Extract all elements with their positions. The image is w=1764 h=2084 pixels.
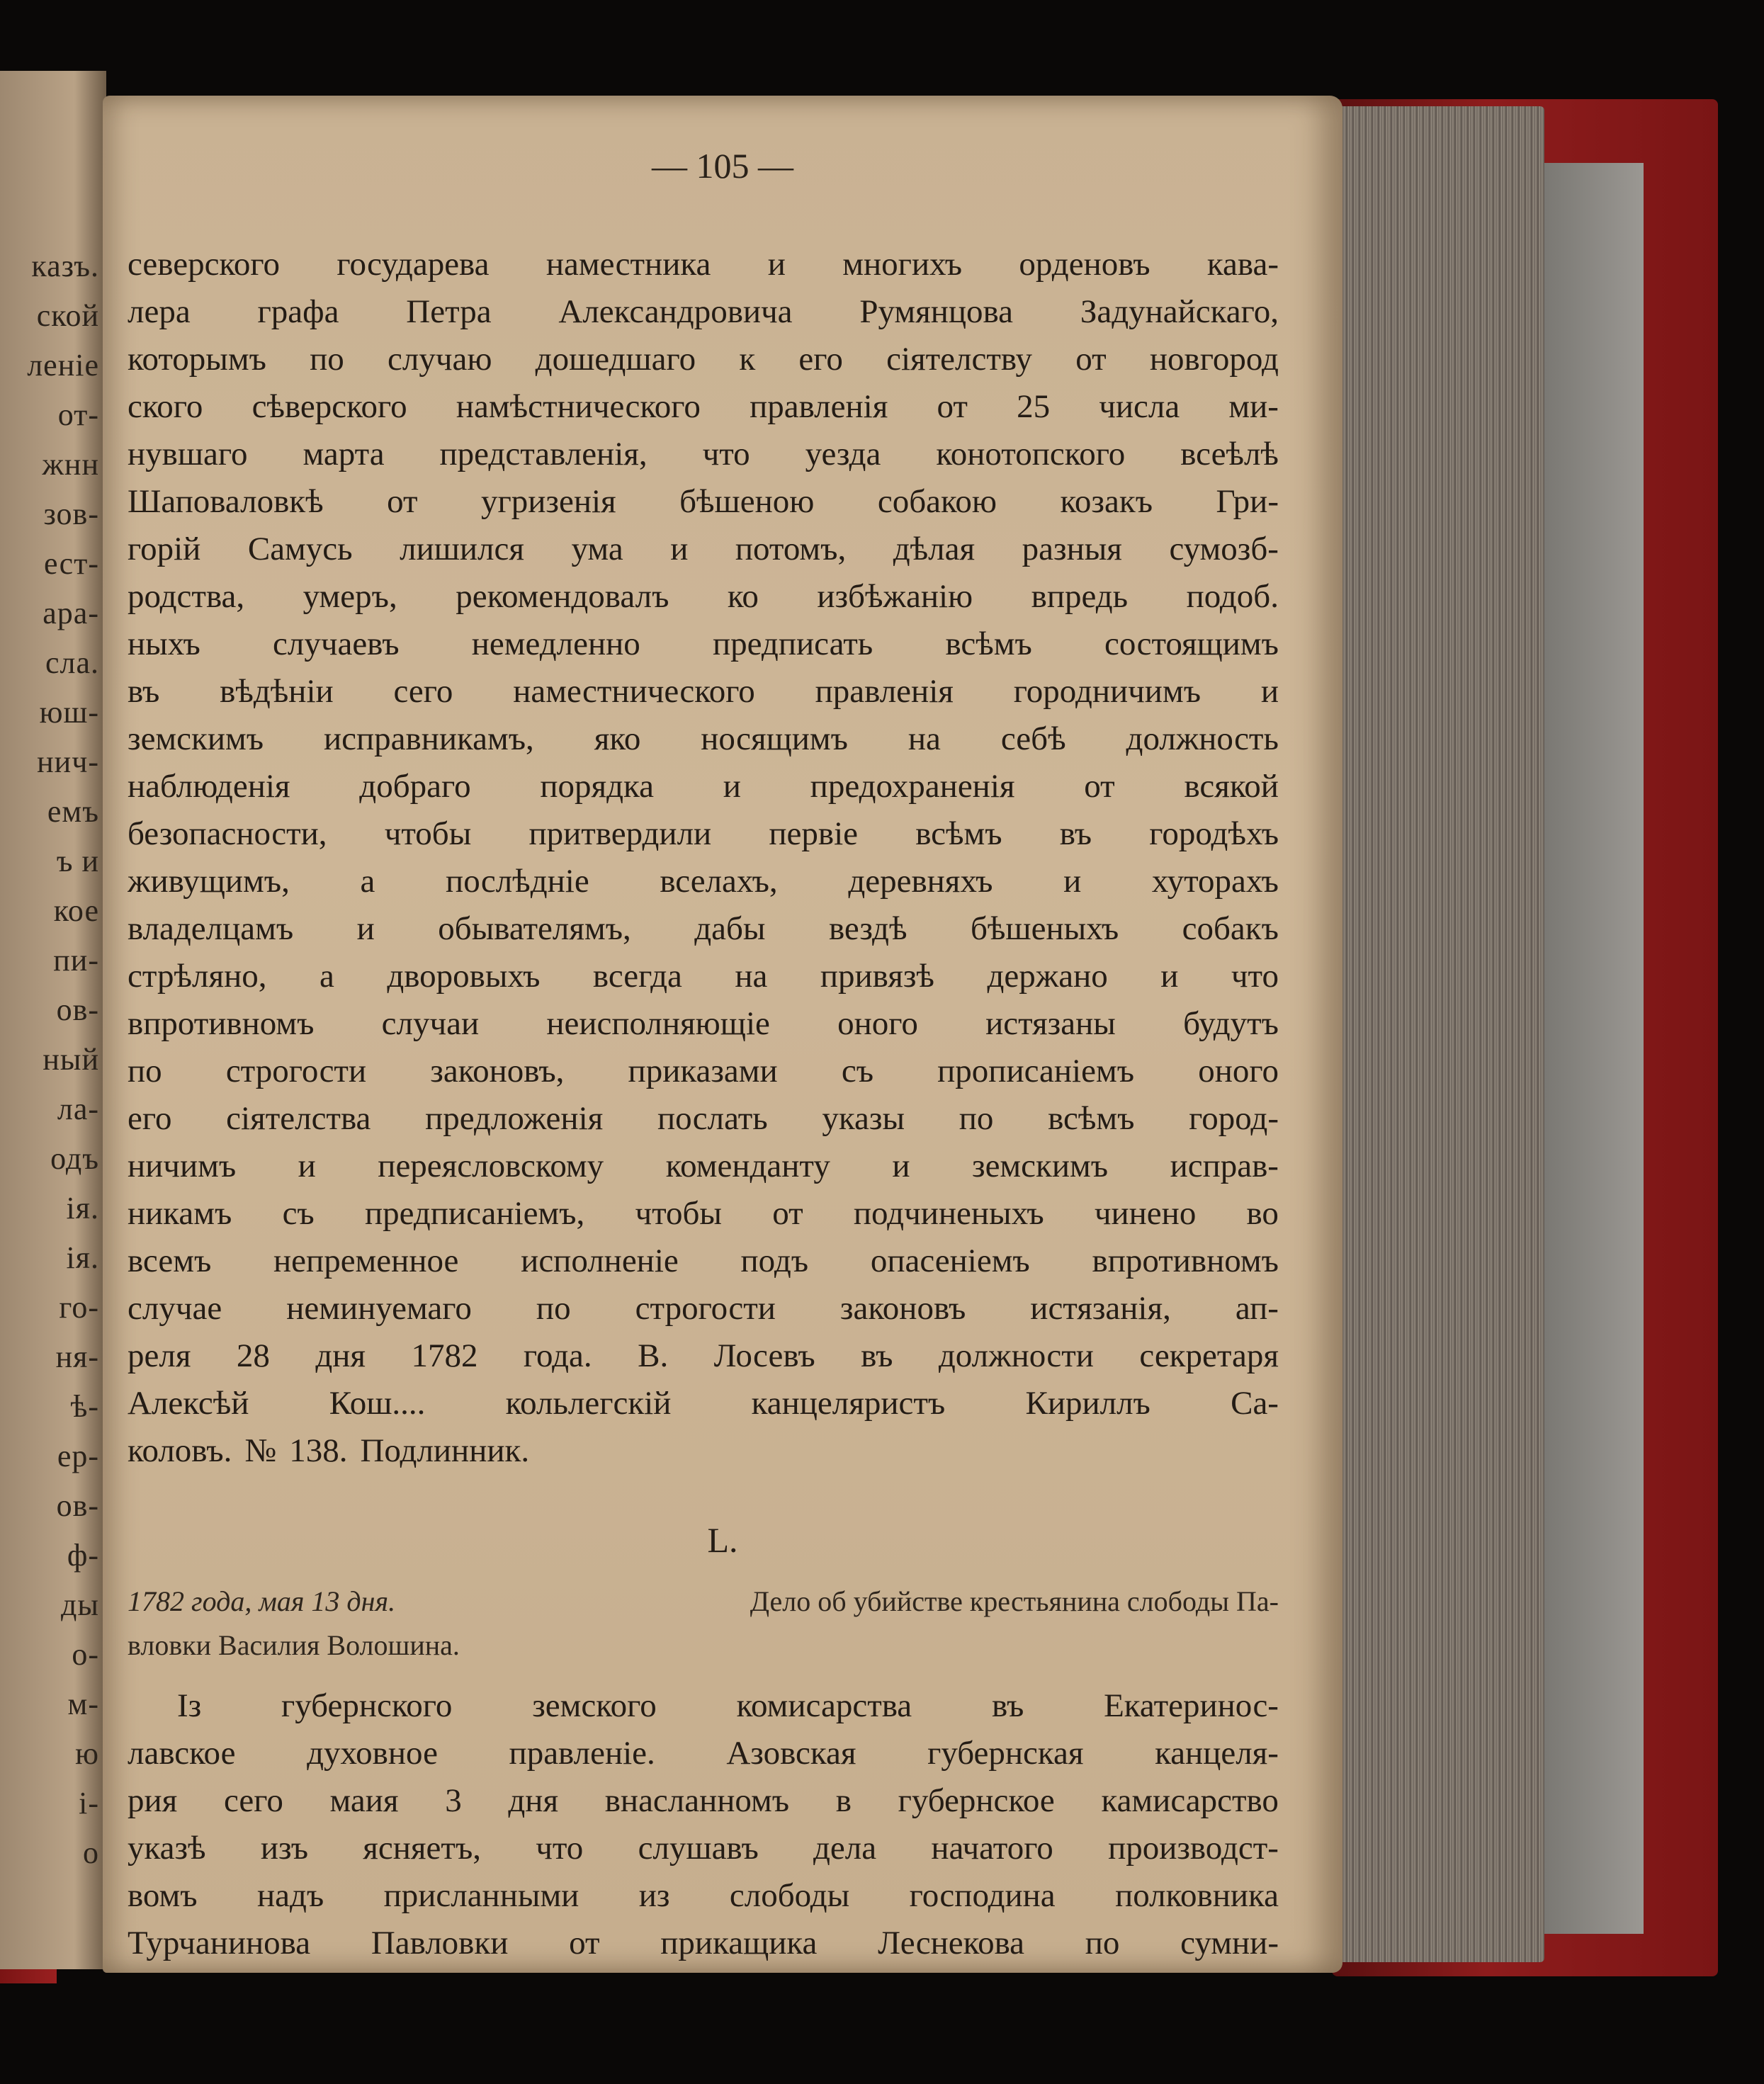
text-line: впротивномъ случаи неисполняющiе оного истязаны будутъ (128, 1005, 1279, 1042)
text-line: ныхъ случаевъ немедленно предписать всѣмъ состоящимъ (128, 625, 1279, 662)
summary-line1: Дело об убийстве крестьянина слободы Па- (750, 1585, 1279, 1617)
left-page-fragment: ест- (43, 546, 99, 581)
left-page-fragment: ъ и (56, 844, 99, 878)
text-line: горiй Самусь лишился ума и потомъ, дѣлая разныя сумозб- (128, 531, 1279, 567)
text-line: земскимъ исправникамъ, яко носящимъ на себѣ должность (128, 720, 1279, 757)
inner-sheet (1544, 163, 1644, 1934)
text-line: владелцамъ и обывателямъ, дабы вездѣ бѣшеныхъ собакъ (128, 910, 1279, 947)
text-line: стрѣляно, а дворовыхъ всегда на привязѣ держано и что (128, 958, 1279, 995)
left-page-fragment: сла. (45, 645, 99, 680)
text-line: которымъ по случаю дошедшаго к его сiятелству от новгород (128, 341, 1279, 378)
text-line: вомъ надъ присланными из слободы господина полковника (128, 1877, 1279, 1914)
text-line: безопасности, чтобы притвердили первiе всѣмъ въ городѣхъ (128, 815, 1279, 852)
text-line: рия сего маия 3 дня внасланномъ в губернское камисарство (128, 1782, 1279, 1819)
left-page-fragment: м- (67, 1687, 99, 1721)
text-line: его сiятелства предложенiя послать указы по всѣмъ город- (128, 1100, 1279, 1137)
left-page-fragment: о (83, 1835, 99, 1870)
text-line: лера графа Петра Александровича Румянцова Задунайскаго, (128, 293, 1279, 330)
left-page-fragment: жнн (42, 447, 99, 482)
left-page-fragment: о- (72, 1637, 99, 1672)
left-page-fragment: ер- (57, 1439, 99, 1473)
left-page-fragment: iя. (66, 1191, 99, 1225)
left-page-fragment: ла- (57, 1092, 99, 1126)
left-page-fragment: нич- (37, 744, 99, 779)
text-line: Алексѣй Кош.... кольлегскiй канцеляристъ Кириллъ Са- (128, 1385, 1279, 1422)
text-line: наблюденiя добраго порядка и предохраненiя от всякой (128, 768, 1279, 805)
text-line: коловъ. № 138. Подлинник. (128, 1432, 530, 1469)
left-facing-page (0, 71, 106, 1969)
left-page-fragment: го- (59, 1290, 99, 1325)
letter-text (128, 1682, 1279, 1967)
book-page (103, 96, 1342, 1973)
text-line: случае неминуемаго по строгости законовъ истязанiя, ап- (128, 1290, 1279, 1327)
body-text (128, 241, 1279, 1475)
left-page-fragment: ара- (43, 596, 99, 630)
text-line: указѣ изъ ясняетъ, что слушавъ дела начатого производст- (128, 1830, 1279, 1867)
left-page-fragment: зов- (43, 497, 99, 531)
document-summary (128, 1580, 1279, 1667)
page-number: — 105 — (652, 146, 793, 186)
left-page-fragment: кое (53, 893, 99, 928)
left-page-fragment: ды (61, 1587, 99, 1622)
text-line: лавское духовное правленiе. Азовская губернская канцеля- (128, 1735, 1279, 1772)
summary-date: 1782 года, мая 13 дня. (128, 1585, 396, 1617)
text-line: ского сѣверского намѣстнического правленiя от 25 числа ми- (128, 388, 1279, 425)
page-stack-edges (1311, 106, 1544, 1962)
section-heading: L. (707, 1520, 738, 1560)
left-page-fragment: ѣ- (70, 1389, 99, 1424)
text-line: северского государева наместника и многихъ орденовъ кава- (128, 246, 1279, 283)
left-page-fragment: ф- (67, 1538, 99, 1573)
left-page-fragment: ленiе (27, 348, 99, 383)
left-page-fragment: пи- (53, 943, 99, 978)
text-line: родства, умеръ, рекомендовалъ ко избѣжанiю впредь подоб. (128, 578, 1279, 615)
text-line: въ вѣдѣнiи сего наместнического правленiя городничимъ и (128, 673, 1279, 710)
left-page-fragment: ный (43, 1042, 99, 1077)
text-line: Iз губернского земского комисарства въ Екатеринос- (177, 1687, 1279, 1724)
left-page-fragment: юш- (39, 695, 99, 730)
text-line: нувшаго марта представленiя, что уезда конотопского всеѣлѣ (128, 436, 1279, 472)
text-line: по строгости законовъ, приказами съ прописанiемъ оного (128, 1053, 1279, 1089)
left-page-fragment: ской (36, 298, 99, 333)
text-line: живущимъ, а послѣднiе вселахъ, деревняхъ и хуторахъ (128, 863, 1279, 900)
left-page-fragment: одъ (50, 1141, 99, 1176)
text-line: Турчанинова Павловки от прикащика Леснекова по сумни- (128, 1925, 1279, 1961)
text-line: ничимъ и переясловскому коменданту и земскимъ исправ- (128, 1148, 1279, 1184)
left-page-fragment: от- (57, 397, 99, 432)
left-page-fragment: ю (75, 1736, 99, 1771)
left-page-fragment: казъ. (31, 249, 99, 283)
left-page-fragment: і- (79, 1786, 99, 1820)
left-page-fragment: емъ (47, 794, 99, 829)
left-page-fragment: iя. (66, 1240, 99, 1275)
summary-line2: вловки Василия Волошина. (128, 1629, 460, 1661)
text-line: всемъ непременное исполненiе подъ опасенiемъ впротивномъ (128, 1242, 1279, 1279)
left-page-fragment: ов- (56, 1488, 99, 1523)
left-page-fragment: ов- (56, 992, 99, 1027)
text-line: никамъ съ предписанiемъ, чтобы от подчиненыхъ чинено во (128, 1195, 1279, 1232)
left-page-fragment: ня- (55, 1340, 99, 1374)
text-line: реля 28 дня 1782 года. В. Лосевъ въ должности секретаря (128, 1337, 1279, 1374)
text-line: Шаповаловкѣ от угризенiя бѣшеною собакою козакъ Гри- (128, 483, 1279, 520)
